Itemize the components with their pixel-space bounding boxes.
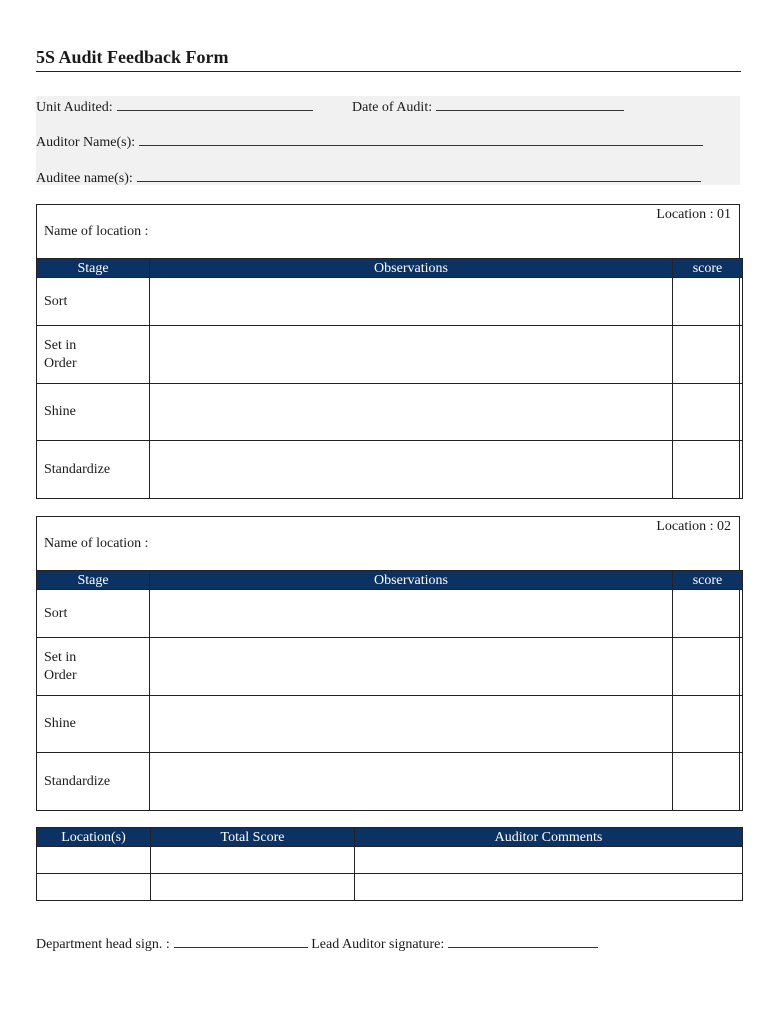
date-of-audit-label: Date of Audit: <box>352 100 433 115</box>
score-header: score <box>673 571 743 590</box>
stage-table <box>36 570 743 811</box>
observations-cell[interactable] <box>150 638 673 696</box>
score-cell[interactable] <box>673 590 743 638</box>
signature-row <box>36 935 598 953</box>
stage-row-standardize <box>37 753 743 811</box>
locations-header: Location(s) <box>37 828 151 847</box>
stage-name: Shine <box>37 384 150 441</box>
unit-audited-label: Unit Audited: <box>36 100 113 115</box>
observations-cell[interactable] <box>150 326 673 384</box>
score-cell[interactable] <box>673 384 743 441</box>
stage-name: Shine <box>37 696 150 753</box>
stage-table <box>36 258 743 499</box>
stage-row-set-in-order <box>37 638 743 696</box>
stage-row-shine <box>37 696 743 753</box>
stage-name: Set in Order <box>37 638 150 696</box>
audit-info-section <box>36 96 740 185</box>
total-score-cell[interactable] <box>151 847 355 874</box>
summary-row <box>37 847 743 874</box>
auditor-comments-cell[interactable] <box>355 874 743 901</box>
score-cell[interactable] <box>673 638 743 696</box>
total-score-cell[interactable] <box>151 874 355 901</box>
stage-name: Sort <box>37 590 150 638</box>
observations-cell[interactable] <box>150 384 673 441</box>
auditor-comments-header: Auditor Comments <box>355 828 743 847</box>
auditor-comments-cell[interactable] <box>355 847 743 874</box>
observations-cell[interactable] <box>150 278 673 326</box>
location-id: Location : 02 <box>656 519 731 534</box>
stage-name: Standardize <box>37 441 150 499</box>
unit-audited-row <box>36 98 313 116</box>
observations-cell[interactable] <box>150 590 673 638</box>
location-id: Location : 01 <box>656 207 731 222</box>
summary-table <box>36 827 743 901</box>
observations-cell[interactable] <box>150 441 673 499</box>
stage-header: Stage <box>37 259 150 278</box>
total-score-header: Total Score <box>151 828 355 847</box>
stage-name: Sort <box>37 278 150 326</box>
stage-row-shine <box>37 384 743 441</box>
summary-row <box>37 874 743 901</box>
form-title: 5S Audit Feedback Form <box>36 47 229 67</box>
stage-name: Set in Order <box>37 326 150 384</box>
observations-cell[interactable] <box>150 753 673 811</box>
title-divider <box>36 71 741 72</box>
stage-row-sort <box>37 590 743 638</box>
score-cell[interactable] <box>673 278 743 326</box>
observations-header: Observations <box>150 259 673 278</box>
stage-row-standardize <box>37 441 743 499</box>
observations-header: Observations <box>150 571 673 590</box>
stage-name: Standardize <box>37 753 150 811</box>
location-cell[interactable] <box>37 847 151 874</box>
auditor-names-label: Auditor Name(s): <box>36 135 136 150</box>
stage-header: Stage <box>37 571 150 590</box>
auditee-names-row <box>36 169 701 187</box>
score-cell[interactable] <box>673 326 743 384</box>
location-name-label: Name of location : <box>44 536 149 551</box>
stage-row-set-in-order <box>37 326 743 384</box>
unit-audited-field[interactable] <box>117 98 313 111</box>
score-cell[interactable] <box>673 753 743 811</box>
score-header: score <box>673 259 743 278</box>
date-of-audit-row <box>352 98 624 116</box>
location-section-02 <box>36 516 740 811</box>
auditor-names-field[interactable] <box>139 133 703 146</box>
location-section-01 <box>36 204 740 499</box>
location-name-label: Name of location : <box>44 224 149 239</box>
observations-cell[interactable] <box>150 696 673 753</box>
dept-head-sign-field[interactable] <box>174 935 308 948</box>
auditee-names-field[interactable] <box>137 169 701 182</box>
stage-row-sort <box>37 278 743 326</box>
score-cell[interactable] <box>673 441 743 499</box>
location-cell[interactable] <box>37 874 151 901</box>
dept-head-sign-label: Department head sign. : <box>36 937 170 952</box>
auditor-names-row <box>36 133 703 151</box>
lead-auditor-signature-field[interactable] <box>448 935 598 948</box>
lead-auditor-signature-label: Lead Auditor signature: <box>311 937 445 952</box>
date-of-audit-field[interactable] <box>436 98 624 111</box>
score-cell[interactable] <box>673 696 743 753</box>
auditee-names-label: Auditee name(s): <box>36 171 133 186</box>
